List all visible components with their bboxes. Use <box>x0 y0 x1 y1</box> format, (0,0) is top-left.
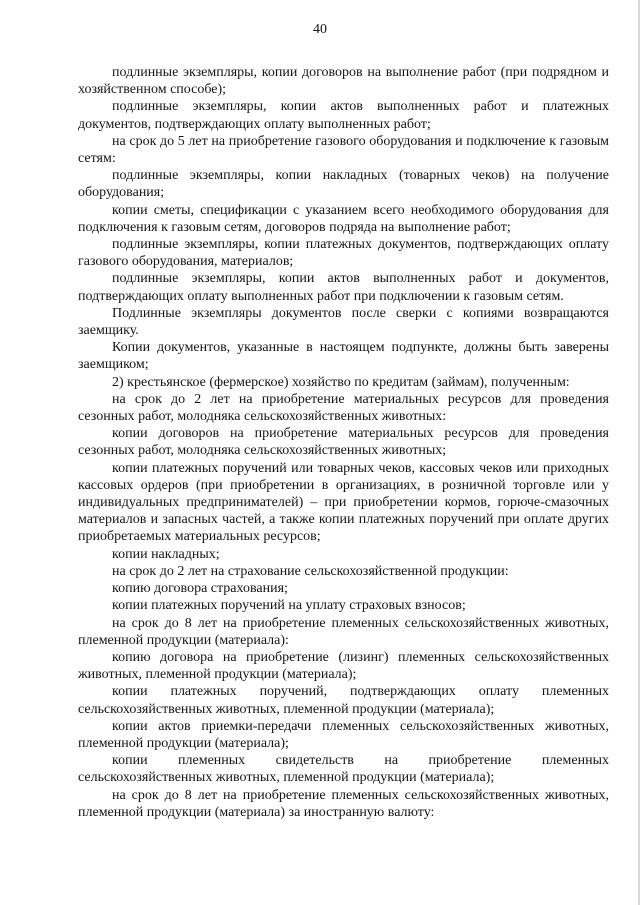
paragraph: копии актов приемки-передачи племенных сельскохозяйственных животных, племенной продукции (материала); <box>78 718 609 751</box>
paragraph: копии накладных; <box>112 546 220 562</box>
paragraph: на срок до 2 лет на страхование сельскохозяйственной продукции: <box>112 563 509 579</box>
page-number: 40 <box>313 22 327 37</box>
paragraph: Копии документов, указанные в настоящем подпункте, должны быть заверены заемщиком; <box>78 340 609 373</box>
paragraph: подлинные экземпляры, копии актов выполненных работ и документов, подтверждающих оплату выполненных работ при подключении к газовым сетям. <box>78 271 609 304</box>
paragraph: копии сметы, спецификации с указанием всего необходимого оборудования для подключения к газовым сетям, договоров подряда на выполнение работ; <box>78 202 609 235</box>
paragraph: подлинные экземпляры, копии договоров на выполнение работ (при подрядном и хозяйственном способе); <box>78 65 609 98</box>
paragraph: копии племенных свидетельств на приобретение племенных сельскохозяйственных животных, племенной продукции (материала); <box>78 753 609 786</box>
paragraph: 2) крестьянское (фермерское) хозяйство по кредитам (займам), полученным: <box>112 374 570 390</box>
paragraph: подлинные экземпляры, копии платежных документов, подтверждающих оплату газового оборудования, материалов; <box>78 237 609 270</box>
paragraph: на срок до 8 лет на приобретение племенных сельскохозяйственных животных, племенной продукции (материала): <box>78 615 609 648</box>
paragraph: копии платежных поручений или товарных чеков, кассовых чеков или приходных кассовых ордеров (при приобретении в организациях, в розничной торговле или у индивидуальных предпринимателей) – при приобретении кормов, горюче-смазочных материалов и запасных частей, а также копии платежных поручений при оплате других приобретаемых материальных ресурсов; <box>78 460 609 545</box>
paragraph: Подлинные экземпляры документов после сверки с копиями возвращаются заемщику. <box>78 305 609 339</box>
paragraph: на срок до 5 лет на приобретение газового оборудования и подключение к газовым сетям: <box>78 133 609 167</box>
paragraph: на срок до 8 лет на приобретение племенных сельскохозяйственных животных, племенной продукции (материала) за иностранную валюту: <box>78 787 609 820</box>
paragraph: копию договора страхования; <box>112 581 288 597</box>
paragraph: копию договора на приобретение (лизинг) племенных сельскохозяйственных животных, племенной продукции (материала); <box>78 649 609 683</box>
document-body <box>78 64 609 821</box>
paragraph: подлинные экземпляры, копии накладных (товарных чеков) на получение оборудования; <box>78 168 609 201</box>
paragraph: копии платежных поручений, подтверждающих оплату племенных сельскохозяйственных животных, племенной продукции (материала); <box>78 684 609 717</box>
paragraph: копии договоров на приобретение материальных ресурсов для проведения сезонных работ, молодняка сельскохозяйственных животных; <box>78 426 609 459</box>
paragraph: копии платежных поручений на уплату страховых взносов; <box>112 598 466 614</box>
paragraph: подлинные экземпляры, копии актов выполненных работ и платежных документов, подтверждающих оплату выполненных работ; <box>78 99 609 132</box>
paragraph: на срок до 2 лет на приобретение материальных ресурсов для проведения сезонных работ, молодняка сельскохозяйственных животных: <box>78 391 609 425</box>
